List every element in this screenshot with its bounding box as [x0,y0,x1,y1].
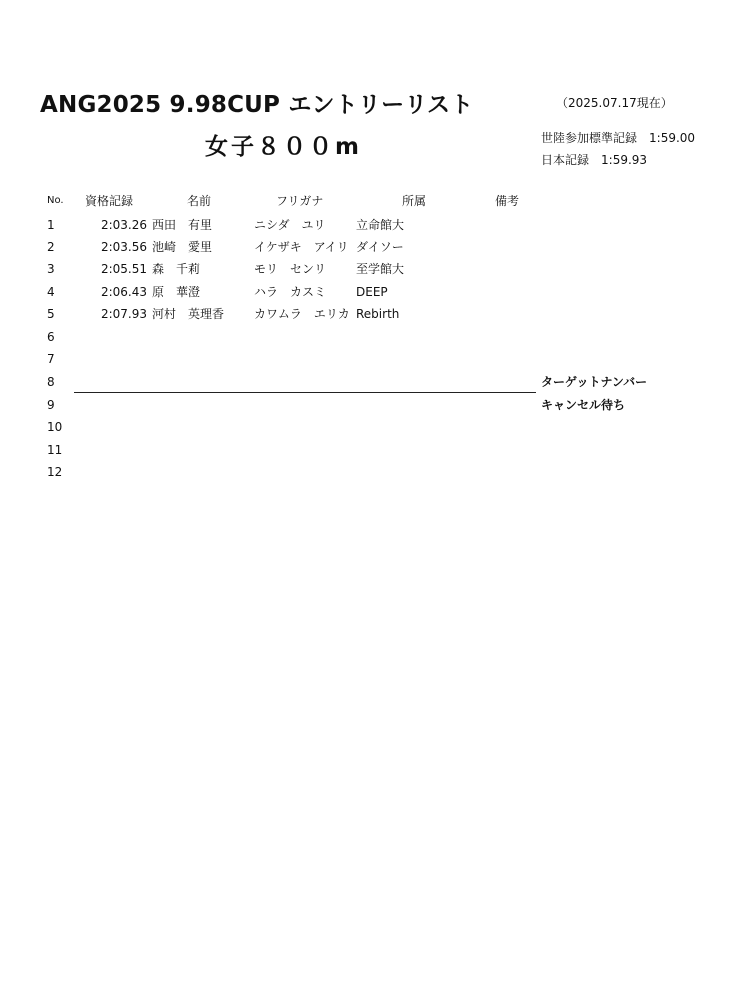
target-number-divider [74,392,536,393]
event-subtitle: 女子８００m [205,134,362,160]
header-no: No. [47,195,64,206]
table-row [0,439,736,461]
row-no: 1 [47,218,55,232]
row-name: 河村 英理香 [152,307,225,321]
table-row [0,416,736,438]
table-row [0,326,736,348]
row-record: 2:06.43 [100,285,147,299]
row-no: 11 [47,443,63,457]
row-no: 5 [47,307,55,321]
standard-label: 世陸参加標準記録 [541,131,638,145]
table-row [0,236,736,258]
row-record: 2:07.93 [100,307,147,321]
standard-value: 1:59.93 [601,153,648,167]
header-team: 所属 [402,194,427,208]
table-header [0,190,736,212]
row-record: 2:03.56 [100,240,147,254]
row-name: 池崎 愛里 [152,240,213,254]
row-kana: ハラ カスミ [254,285,327,299]
row-kana: カワムラ エリカ [254,307,350,321]
standard-world-entry [541,127,695,149]
table-row [0,348,736,370]
row-name: 西田 有里 [152,218,213,232]
standard-value: 1:59.00 [649,131,696,145]
table-row [0,303,736,325]
row-no: 9 [47,398,55,412]
table-row [0,281,736,303]
row-no: 8 [47,375,55,389]
row-no: 6 [47,330,55,344]
row-team: 立命館大 [356,218,405,232]
header-name: 名前 [187,194,212,208]
header-note: 備考 [495,194,520,208]
row-record: 2:03.26 [100,218,147,232]
table-row [0,461,736,483]
header-record: 資格記録 [85,194,134,208]
row-no: 10 [47,420,63,434]
row-team: Rebirth [356,307,400,321]
table-row [0,214,736,236]
header-kana: フリガナ [276,194,324,208]
row-team: ダイソー [356,240,404,254]
row-record: 2:05.51 [100,262,147,276]
row-no: 2 [47,240,55,254]
row-name: 森 千莉 [152,262,201,276]
row-kana: モリ センリ [254,262,327,276]
table-row [0,394,736,416]
row-no: 3 [47,262,55,276]
standard-japan-record [541,149,695,171]
row-no: 12 [47,465,63,479]
target-number-label: ターゲットナンバー [541,375,648,389]
row-kana: ニシダ ユリ [254,218,326,232]
row-team: DEEP [356,285,388,299]
row-name: 原 華澄 [152,285,201,299]
cancel-wait-label: キャンセル待ち [541,398,626,412]
row-no: 4 [47,285,55,299]
table-row [0,258,736,280]
page-title: ANG2025 9.98CUP エントリーリスト [40,92,474,118]
standard-label: 日本記録 [541,153,590,167]
row-kana: イケザキ アイリ [254,240,349,254]
standards-block [541,127,695,171]
row-team: 至学館大 [356,262,405,276]
row-no: 7 [47,352,55,366]
as-of-date: （2025.07.17現在） [556,96,673,110]
